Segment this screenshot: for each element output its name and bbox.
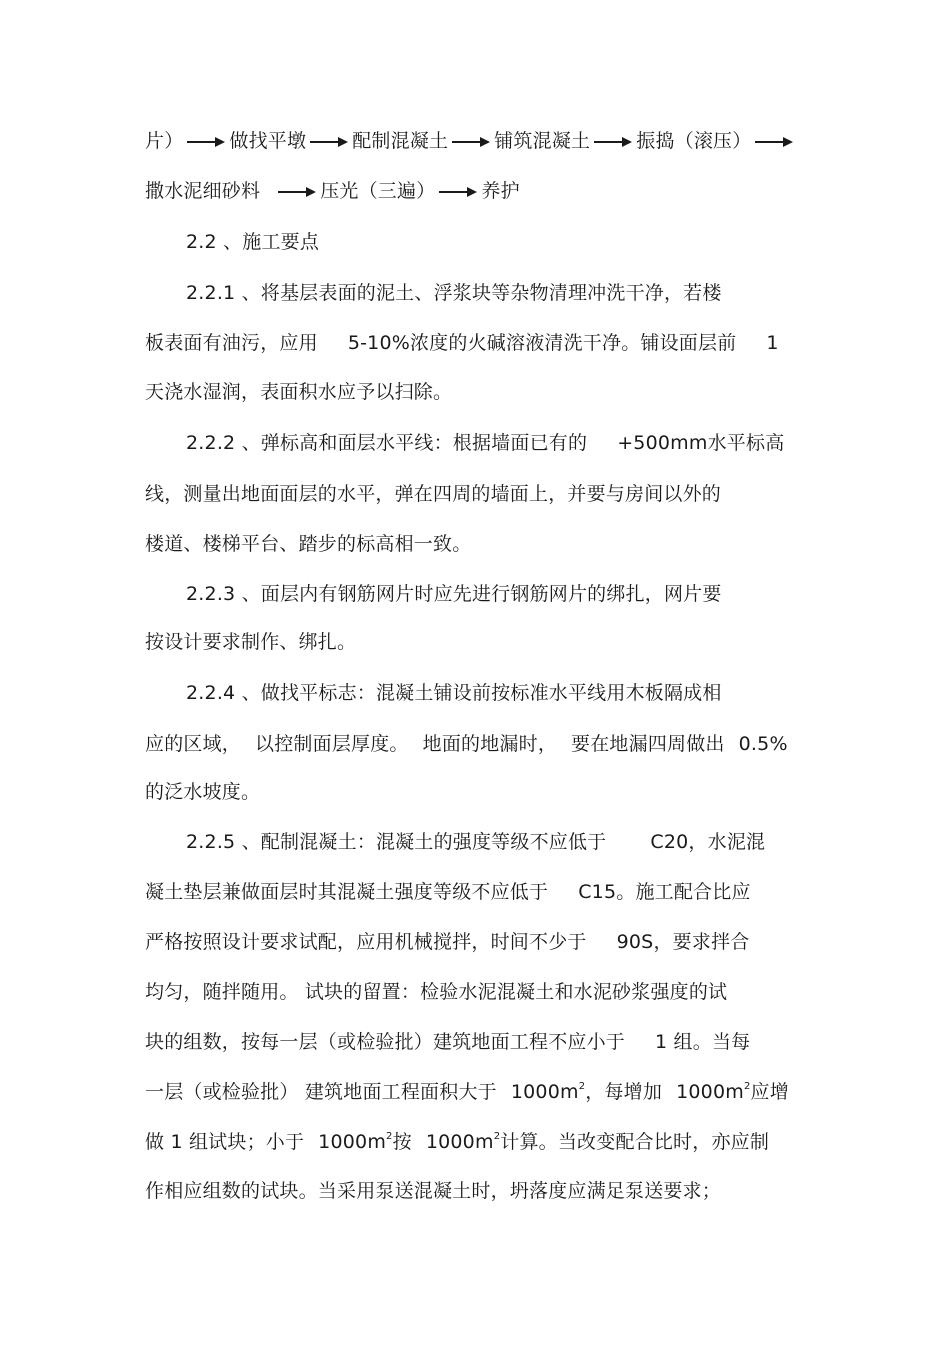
process-flow-line-2 (145, 178, 520, 204)
flow-step: 振捣（滚压） (636, 130, 752, 152)
flow-arrow-icon (310, 128, 348, 154)
flow-step: 压光（三遍） (320, 180, 436, 202)
paragraph-2-2-5-line-5: 块的组数，按每一层（或检验批）建筑地面工程不应小于 1 组。当每 (145, 1031, 751, 1053)
paragraph-2-2-5-line-4: 均匀，随拌随用。 试块的留置：检验水泥混凝土和水泥砂浆强度的试 (145, 981, 728, 1003)
paragraph-2-2-5-line-3: 严格按照设计要求试配，应用机械搅拌，时间不少于 90S，要求拌合 (145, 931, 750, 953)
paragraph-2-2-5-line-1: 2.2.5 、配制混凝土：混凝土的强度等级不应低于 C20，水泥混 (186, 831, 766, 853)
paragraph-2-2-5-line-2: 凝土垫层兼做面层时其混凝土强度等级不应低于 C15。施工配合比应 (145, 881, 751, 903)
flow-arrow-icon (439, 178, 477, 204)
paragraph-2-2-5-line-7: 做 1 组试块；小于 $1000m^2$按 $1000m^2$计算。当改变配合比时，亦应制 (145, 1131, 770, 1153)
process-flow-line-1 (145, 128, 797, 154)
superscript-2: 2 (578, 1081, 586, 1092)
flow-arrow-icon (594, 128, 632, 154)
paragraph-2-2-3-line-2: 按设计要求制作、绑扎。 (145, 631, 357, 653)
paragraph-2-2-4-line-2: 应的区域， 以控制面层厚度。 地面的地漏时， 要在地漏四周做出 0.5% (145, 733, 788, 755)
flow-step: 铺筑混凝土 (494, 130, 591, 152)
flow-arrow-icon (755, 128, 793, 154)
flow-arrow-icon (187, 128, 225, 154)
paragraph-2-2-4-line-1: 2.2.4 、做找平标志：混凝土铺设前按标准水平线用木板隔成相 (186, 682, 722, 704)
paragraph-2-2-3-line-1: 2.2.3 、面层内有钢筋网片时应先进行钢筋网片的绑扎，网片要 (186, 583, 722, 605)
flow-arrow-icon (452, 128, 490, 154)
paragraph-2-2-1-line-2: 板表面有油污，应用 5-10%浓度的火碱溶液清洗干净。铺设面层前 1 (145, 332, 779, 354)
paragraph-2-2-4-line-3: 的泛水坡度。 (145, 781, 261, 803)
paragraph-2-2-1-line-3: 天浇水湿润，表面积水应予以扫除。 (145, 381, 453, 403)
paragraph-2-2-1-line-1: 2.2.1 、将基层表面的泥土、浮浆块等杂物清理冲洗干净，若楼 (186, 282, 722, 304)
paragraph-2-2-2-line-3: 楼道、楼梯平台、踏步的标高相一致。 (145, 533, 472, 555)
paragraph-2-2-2-line-2: 线，测量出地面面层的水平，弹在四周的墙面上，并要与房间以外的 (145, 483, 722, 505)
superscript-2: 2 (493, 1131, 501, 1142)
superscript-2: 2 (743, 1081, 751, 1092)
paragraph-2-2-5-line-6: 一层（或检验批） 建筑地面工程面积大于 $1000m^2$，每增加 $1000m^2$应增 (145, 1081, 789, 1103)
flow-step: 撒水泥细砂料 (145, 180, 261, 202)
paragraph-2-2-2-line-1: 2.2.2 、弹标高和面层水平线：根据墙面已有的 +500mm水平标高 (186, 432, 785, 454)
superscript-2: 2 (386, 1131, 393, 1142)
flow-step: 片） (145, 130, 184, 152)
flow-step: 配制混凝土 (352, 130, 449, 152)
section-heading: 2.2 、施工要点 (186, 231, 320, 253)
flow-step: 做找平墩 (229, 130, 307, 152)
flow-arrow-icon (278, 178, 316, 204)
paragraph-2-2-5-line-8: 作相应组数的试块。当采用泵送混凝土时，坍落度应满足泵送要求； (145, 1180, 722, 1202)
flow-step: 养护 (481, 180, 520, 202)
